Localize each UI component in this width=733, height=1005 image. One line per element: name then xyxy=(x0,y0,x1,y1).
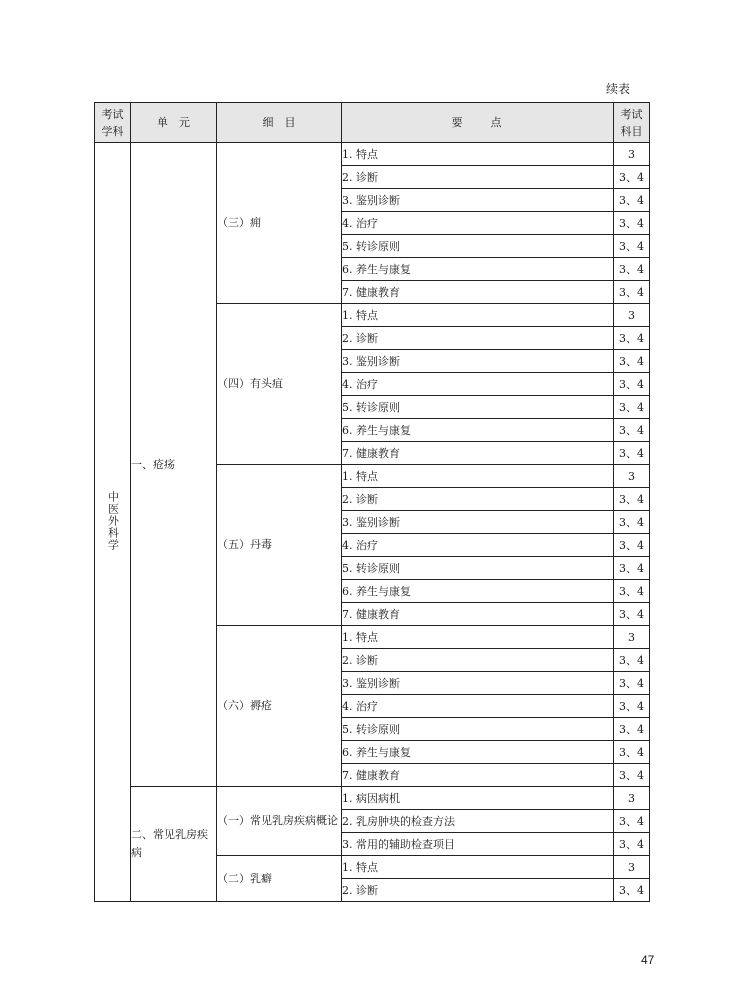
level-cell: 3 xyxy=(614,626,650,649)
detail-cell: （三）痈 xyxy=(217,143,342,304)
subject-name: 中医外科学 xyxy=(106,490,120,551)
point-cell: 7. 健康教育 xyxy=(342,281,614,304)
point-cell: 7. 健康教育 xyxy=(342,603,614,626)
level-cell: 3、4 xyxy=(614,603,650,626)
point-cell: 1. 特点 xyxy=(342,856,614,879)
header-detail: 细 目 xyxy=(217,103,342,143)
point-cell: 2. 乳房肿块的检查方法 xyxy=(342,810,614,833)
level-cell: 3 xyxy=(614,856,650,879)
point-cell: 1. 特点 xyxy=(342,626,614,649)
point-cell: 1. 特点 xyxy=(342,143,614,166)
point-cell: 3. 鉴别诊断 xyxy=(342,189,614,212)
level-cell: 3、4 xyxy=(614,189,650,212)
header-level-line: 考试 xyxy=(620,107,643,121)
header-subject-line: 考试 xyxy=(101,107,124,121)
level-cell: 3、4 xyxy=(614,557,650,580)
level-cell: 3、4 xyxy=(614,695,650,718)
level-cell: 3、4 xyxy=(614,580,650,603)
point-cell: 4. 治疗 xyxy=(342,373,614,396)
header-subject xyxy=(95,103,131,143)
syllabus-table xyxy=(94,102,650,902)
level-cell: 3、4 xyxy=(614,488,650,511)
level-cell: 3 xyxy=(614,787,650,810)
point-cell: 2. 诊断 xyxy=(342,879,614,902)
header-level-line: 科目 xyxy=(620,124,643,138)
page-number: 47 xyxy=(641,953,655,967)
level-cell: 3、4 xyxy=(614,166,650,189)
level-cell: 3、4 xyxy=(614,327,650,350)
point-cell: 2. 诊断 xyxy=(342,649,614,672)
point-cell: 5. 转诊原则 xyxy=(342,718,614,741)
point-cell: 1. 特点 xyxy=(342,465,614,488)
level-cell: 3、4 xyxy=(614,419,650,442)
point-cell: 6. 养生与康复 xyxy=(342,580,614,603)
header-level xyxy=(614,103,650,143)
point-cell: 3. 鉴别诊断 xyxy=(342,350,614,373)
level-cell: 3、4 xyxy=(614,672,650,695)
table-row xyxy=(95,787,650,810)
level-cell: 3、4 xyxy=(614,879,650,902)
level-cell: 3、4 xyxy=(614,396,650,419)
level-cell: 3、4 xyxy=(614,442,650,465)
point-cell: 5. 转诊原则 xyxy=(342,557,614,580)
table-header-row xyxy=(95,103,650,143)
level-cell: 3、4 xyxy=(614,833,650,856)
table-body xyxy=(95,143,650,902)
header-unit: 单 元 xyxy=(131,103,217,143)
level-cell: 3 xyxy=(614,465,650,488)
level-cell: 3 xyxy=(614,304,650,327)
point-cell: 5. 转诊原则 xyxy=(342,235,614,258)
subject-cell xyxy=(95,143,131,902)
point-cell: 7. 健康教育 xyxy=(342,764,614,787)
level-cell: 3、4 xyxy=(614,741,650,764)
detail-cell: （二）乳癖 xyxy=(217,856,342,902)
point-cell: 3. 鉴别诊断 xyxy=(342,672,614,695)
detail-cell: （四）有头疽 xyxy=(217,304,342,465)
point-cell: 5. 转诊原则 xyxy=(342,396,614,419)
level-cell: 3、4 xyxy=(614,649,650,672)
point-cell: 3. 常用的辅助检查项目 xyxy=(342,833,614,856)
continued-label: 续表 xyxy=(606,82,631,96)
level-cell: 3、4 xyxy=(614,235,650,258)
level-cell: 3、4 xyxy=(614,373,650,396)
point-cell: 4. 治疗 xyxy=(342,695,614,718)
unit-cell: 一、疮疡 xyxy=(131,143,217,787)
level-cell: 3、4 xyxy=(614,350,650,373)
level-cell: 3、4 xyxy=(614,511,650,534)
table-row xyxy=(95,143,650,166)
detail-cell: （六）褥疮 xyxy=(217,626,342,787)
point-cell: 2. 诊断 xyxy=(342,166,614,189)
point-cell: 7. 健康教育 xyxy=(342,442,614,465)
unit-cell: 二、常见乳房疾病 xyxy=(131,787,217,902)
point-cell: 4. 治疗 xyxy=(342,534,614,557)
level-cell: 3 xyxy=(614,143,650,166)
point-cell: 1. 病因病机 xyxy=(342,787,614,810)
header-point: 要 点 xyxy=(342,103,614,143)
level-cell: 3、4 xyxy=(614,258,650,281)
point-cell: 6. 养生与康复 xyxy=(342,258,614,281)
level-cell: 3、4 xyxy=(614,764,650,787)
point-cell: 4. 治疗 xyxy=(342,212,614,235)
point-cell: 6. 养生与康复 xyxy=(342,419,614,442)
level-cell: 3、4 xyxy=(614,281,650,304)
detail-cell: （一）常见乳房疾病概论 xyxy=(217,787,342,856)
point-cell: 2. 诊断 xyxy=(342,488,614,511)
point-cell: 3. 鉴别诊断 xyxy=(342,511,614,534)
header-subject-line: 学科 xyxy=(101,124,124,138)
level-cell: 3、4 xyxy=(614,718,650,741)
detail-cell: （五）丹毒 xyxy=(217,465,342,626)
point-cell: 1. 特点 xyxy=(342,304,614,327)
point-cell: 2. 诊断 xyxy=(342,327,614,350)
level-cell: 3、4 xyxy=(614,810,650,833)
point-cell: 6. 养生与康复 xyxy=(342,741,614,764)
level-cell: 3、4 xyxy=(614,212,650,235)
level-cell: 3、4 xyxy=(614,534,650,557)
